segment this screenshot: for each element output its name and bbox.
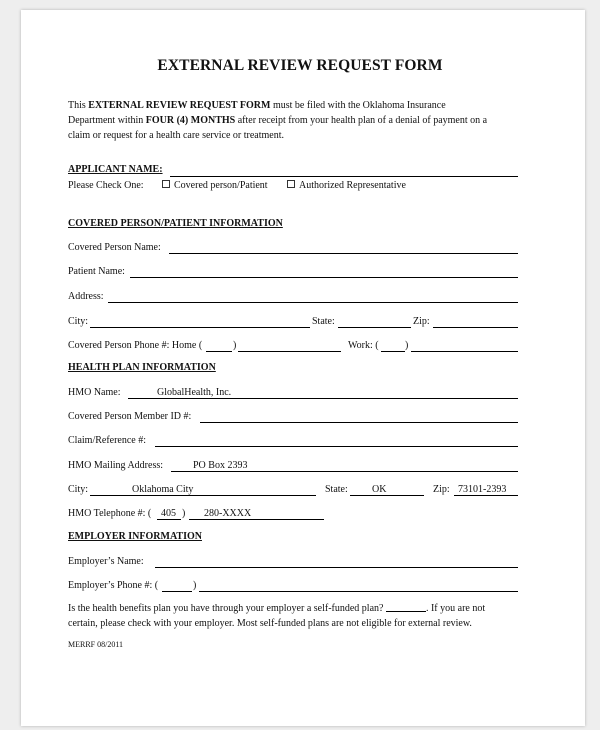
work-area-code-field[interactable] — [381, 351, 405, 352]
option-authorized-rep[interactable]: Authorized Representative — [287, 180, 406, 191]
hmo-zip-value: 73101-2393 — [458, 484, 507, 495]
intro-line-2: Department within FOUR (4) MONTHS after receipt from your health plan of a denial of payment on a — [68, 115, 488, 126]
home-phone-label: Covered Person Phone #: Home ( — [68, 340, 203, 351]
hmo-city-field[interactable] — [90, 495, 316, 496]
hmo-state-field[interactable] — [350, 495, 424, 496]
hmo-zip-label: Zip: — [433, 484, 450, 495]
applicant-heading: APPLICANT NAME: — [68, 164, 163, 175]
hmo-area-code-field[interactable] — [157, 519, 181, 520]
check-prompt: Please Check One: — [68, 180, 144, 191]
member-id-field[interactable] — [200, 422, 518, 423]
hmo-phone-value: 280-XXXX — [204, 508, 252, 519]
self-funded-question-line-2: certain, please check with your employer. Most self-funded plans are not eligible for external review. — [68, 618, 472, 629]
applicant-name-field[interactable] — [170, 176, 518, 177]
form-code-footer: MERRF 08/2011 — [68, 640, 124, 649]
patient-name-field[interactable] — [130, 277, 518, 278]
member-id-label: Covered Person Member ID #: — [68, 411, 192, 422]
hmo-telephone-close: ) — [182, 508, 186, 519]
hmo-name-field[interactable] — [128, 398, 518, 399]
self-funded-question-line-1: Is the health benefits plan you have through your employer a self-funded plan? . If you are not — [68, 603, 486, 614]
employer-phone-label: Employer’s Phone #: ( — [68, 580, 159, 591]
employer-name-field[interactable] — [155, 567, 518, 568]
city-field[interactable] — [90, 327, 310, 328]
work-phone-close: ) — [405, 340, 409, 351]
health-plan-heading: HEALTH PLAN INFORMATION — [68, 362, 216, 373]
work-phone-label: Work: ( — [348, 340, 379, 351]
employer-name-label: Employer’s Name: — [68, 556, 144, 567]
claim-reference-label: Claim/Reference #: — [68, 435, 147, 446]
patient-name-label: Patient Name: — [68, 266, 125, 277]
hmo-name-value: GlobalHealth, Inc. — [157, 387, 232, 398]
checkbox-authorized-rep[interactable] — [287, 180, 295, 188]
hmo-name-label: HMO Name: — [68, 387, 121, 398]
covered-person-heading: COVERED PERSON/PATIENT INFORMATION — [68, 218, 283, 229]
hmo-state-label: State: — [325, 484, 348, 495]
self-funded-answer-field[interactable] — [386, 602, 426, 612]
hmo-zip-field[interactable] — [454, 495, 518, 496]
employer-heading: EMPLOYER INFORMATION — [68, 531, 202, 542]
home-phone-field[interactable] — [238, 351, 341, 352]
state-field[interactable] — [338, 327, 411, 328]
covered-person-name-label: Covered Person Name: — [68, 242, 161, 253]
state-label: State: — [312, 316, 335, 327]
hmo-state-value: OK — [372, 484, 387, 495]
claim-reference-field[interactable] — [155, 446, 518, 447]
hmo-mailing-field[interactable] — [171, 471, 518, 472]
employer-phone-close: ) — [193, 580, 197, 591]
hmo-area-code-value: 405 — [161, 508, 176, 519]
covered-person-name-field[interactable] — [169, 253, 518, 254]
checkbox-covered-person[interactable] — [162, 180, 170, 188]
home-phone-close: ) — [233, 340, 237, 351]
zip-field[interactable] — [433, 327, 518, 328]
intro-line-3: claim or request for a health care service or treatment. — [68, 130, 285, 141]
intro-line-1: This EXTERNAL REVIEW REQUEST FORM must be filed with the Oklahoma Insurance — [68, 100, 446, 111]
hmo-city-value: Oklahoma City — [132, 484, 194, 495]
employer-area-code-field[interactable] — [162, 591, 192, 592]
hmo-city-label: City: — [68, 484, 89, 495]
form-title: EXTERNAL REVIEW REQUEST FORM — [157, 57, 443, 74]
hmo-telephone-label: HMO Telephone #: ( — [68, 508, 152, 519]
city-label: City: — [68, 316, 89, 327]
home-area-code-field[interactable] — [206, 351, 232, 352]
work-phone-field[interactable] — [411, 351, 518, 352]
hmo-mailing-label: HMO Mailing Address: — [68, 460, 163, 471]
zip-label: Zip: — [413, 316, 430, 327]
option-covered-person[interactable]: Covered person/Patient — [162, 180, 268, 191]
employer-phone-field[interactable] — [199, 591, 518, 592]
hmo-mailing-value: PO Box 2393 — [193, 460, 248, 471]
address-field[interactable] — [108, 302, 518, 303]
hmo-phone-field[interactable] — [189, 519, 324, 520]
address-label: Address: — [68, 291, 104, 302]
